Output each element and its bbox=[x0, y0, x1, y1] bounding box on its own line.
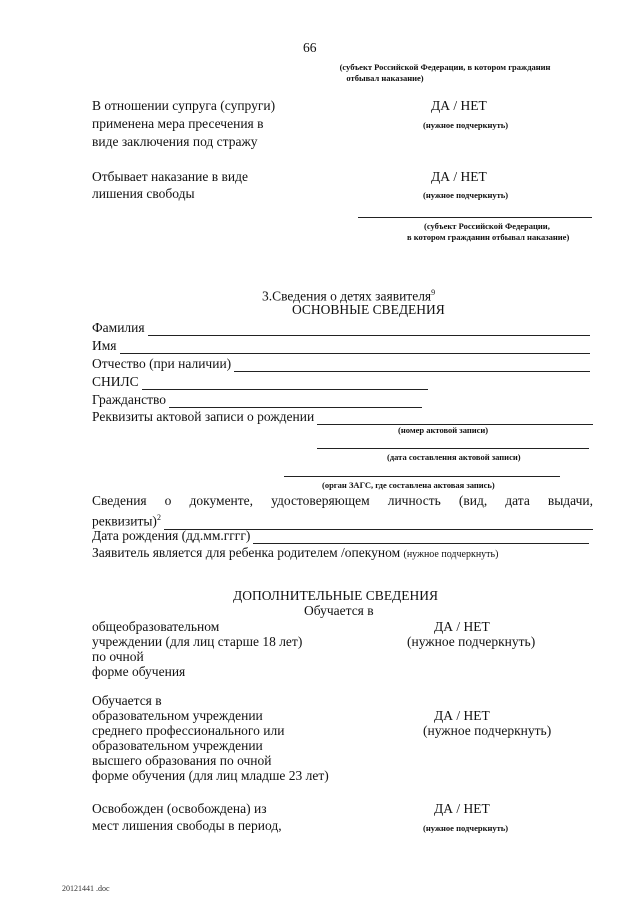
released-answer-yes-no[interactable]: ДА / НЕТ bbox=[434, 801, 490, 816]
name-row bbox=[92, 338, 590, 354]
citizenship-field[interactable] bbox=[169, 395, 422, 408]
serving-answer-hint: (нужное подчеркнуть) bbox=[423, 190, 509, 200]
serving-caption-line1: (субъект Российской Федерации, bbox=[424, 221, 550, 231]
released-answer-hint: (нужное подчеркнуть) bbox=[423, 823, 509, 833]
school-line1: общеобразовательном bbox=[92, 619, 220, 634]
spouse-answer-yes-no[interactable]: ДА / НЕТ bbox=[431, 98, 487, 113]
birth-record-row bbox=[92, 409, 593, 425]
birth-date-label: Дата рождения (дд.мм.гггг) bbox=[92, 528, 251, 543]
birth-record-field[interactable] bbox=[317, 412, 593, 425]
registry-office-caption: (орган ЗАГС, где составлена актовая запись) bbox=[322, 480, 495, 490]
citizenship-label: Гражданство bbox=[92, 392, 167, 407]
higher-line4: образовательном учреждении bbox=[92, 738, 263, 753]
record-number-caption: (номер актовой записи) bbox=[398, 425, 489, 435]
document-info-label: реквизиты)$^2$ bbox=[92, 513, 161, 529]
top-caption-line2: отбывал наказание) bbox=[346, 73, 424, 83]
spouse-question-line1: В отношении супруга (супруги) bbox=[92, 98, 276, 113]
snils-field[interactable] bbox=[142, 377, 428, 390]
record-date-caption: (дата составления актовой записи) bbox=[387, 452, 521, 462]
top-caption-line1: (субъект Российской Федерации, в котором гражданин bbox=[339, 62, 551, 72]
school-answer-hint: (нужное подчеркнуть) bbox=[407, 634, 536, 649]
relation-text[interactable]: Заявитель является для ребенка родителем /опекуном bbox=[92, 545, 401, 560]
school-line4: форме обучения bbox=[92, 664, 186, 679]
footer-filename: 20121441 .doc bbox=[62, 884, 110, 893]
patronymic-row bbox=[92, 356, 590, 372]
additional-title: ДОПОЛНИТЕЛЬНЫЕ СВЕДЕНИЯ bbox=[233, 588, 439, 603]
section3-title: 3.Сведения о детях заявителя$^9$ bbox=[262, 288, 436, 304]
serving-question-line1: Отбывает наказание в виде bbox=[92, 169, 248, 184]
record-date-line[interactable] bbox=[317, 448, 589, 449]
spouse-question-line3: виде заключения под стражу bbox=[92, 134, 258, 149]
birth-date-field[interactable] bbox=[253, 531, 589, 544]
snils-label: СНИЛС bbox=[92, 374, 139, 389]
name-label: Имя bbox=[92, 338, 117, 353]
document-info-line1: Сведения о документе, удостоверяющем личность (вид, дата выдачи, bbox=[92, 493, 593, 508]
name-field[interactable] bbox=[120, 341, 590, 354]
released-line2: мест лишения свободы в период, bbox=[92, 818, 282, 833]
higher-answer-yes-no[interactable]: ДА / НЕТ bbox=[434, 708, 490, 723]
citizenship-row bbox=[92, 392, 422, 408]
serving-question-line2: лишения свободы bbox=[92, 186, 195, 201]
page-number: 66 bbox=[303, 40, 317, 55]
school-line3: по очной bbox=[92, 649, 144, 664]
document-info-row bbox=[92, 510, 593, 530]
serving-caption-line2: в котором гражданин отбывал наказание) bbox=[407, 232, 570, 242]
higher-line3: среднего профессионального или bbox=[92, 723, 285, 738]
patronymic-field[interactable] bbox=[234, 359, 590, 372]
spouse-question-line2: применена мера пресечения в bbox=[92, 116, 264, 131]
relation-row bbox=[92, 545, 498, 563]
school-line2: учреждении (для лиц старше 18 лет) bbox=[92, 634, 303, 649]
birth-date-row bbox=[92, 528, 589, 544]
section3-subtitle: ОСНОВНЫЕ СВЕДЕНИЯ bbox=[292, 302, 445, 317]
higher-line1: Обучается в bbox=[92, 693, 162, 708]
released-line1: Освобожден (освобождена) из bbox=[92, 801, 267, 816]
surname-label: Фамилия bbox=[92, 320, 145, 335]
registry-office-line[interactable] bbox=[284, 476, 560, 477]
higher-answer-hint: (нужное подчеркнуть) bbox=[423, 723, 552, 738]
spouse-answer-hint: (нужное подчеркнуть) bbox=[423, 120, 509, 130]
higher-line2: образовательном учреждении bbox=[92, 708, 263, 723]
birth-record-label: Реквизиты актовой записи о рождении bbox=[92, 409, 315, 424]
higher-line6: форме обучения (для лиц младше 23 лет) bbox=[92, 768, 329, 783]
surname-field[interactable] bbox=[148, 323, 590, 336]
snils-row bbox=[92, 374, 428, 390]
patronymic-label: Отчество (при наличии) bbox=[92, 356, 232, 371]
school-heading: Обучается в bbox=[304, 603, 374, 618]
surname-row bbox=[92, 320, 590, 336]
serving-region-line[interactable] bbox=[358, 217, 592, 218]
school-answer-yes-no[interactable]: ДА / НЕТ bbox=[434, 619, 490, 634]
relation-hint: (нужное подчеркнуть) bbox=[403, 549, 499, 560]
higher-line5: высшего образования по очной bbox=[92, 753, 272, 768]
serving-answer-yes-no[interactable]: ДА / НЕТ bbox=[431, 169, 487, 184]
